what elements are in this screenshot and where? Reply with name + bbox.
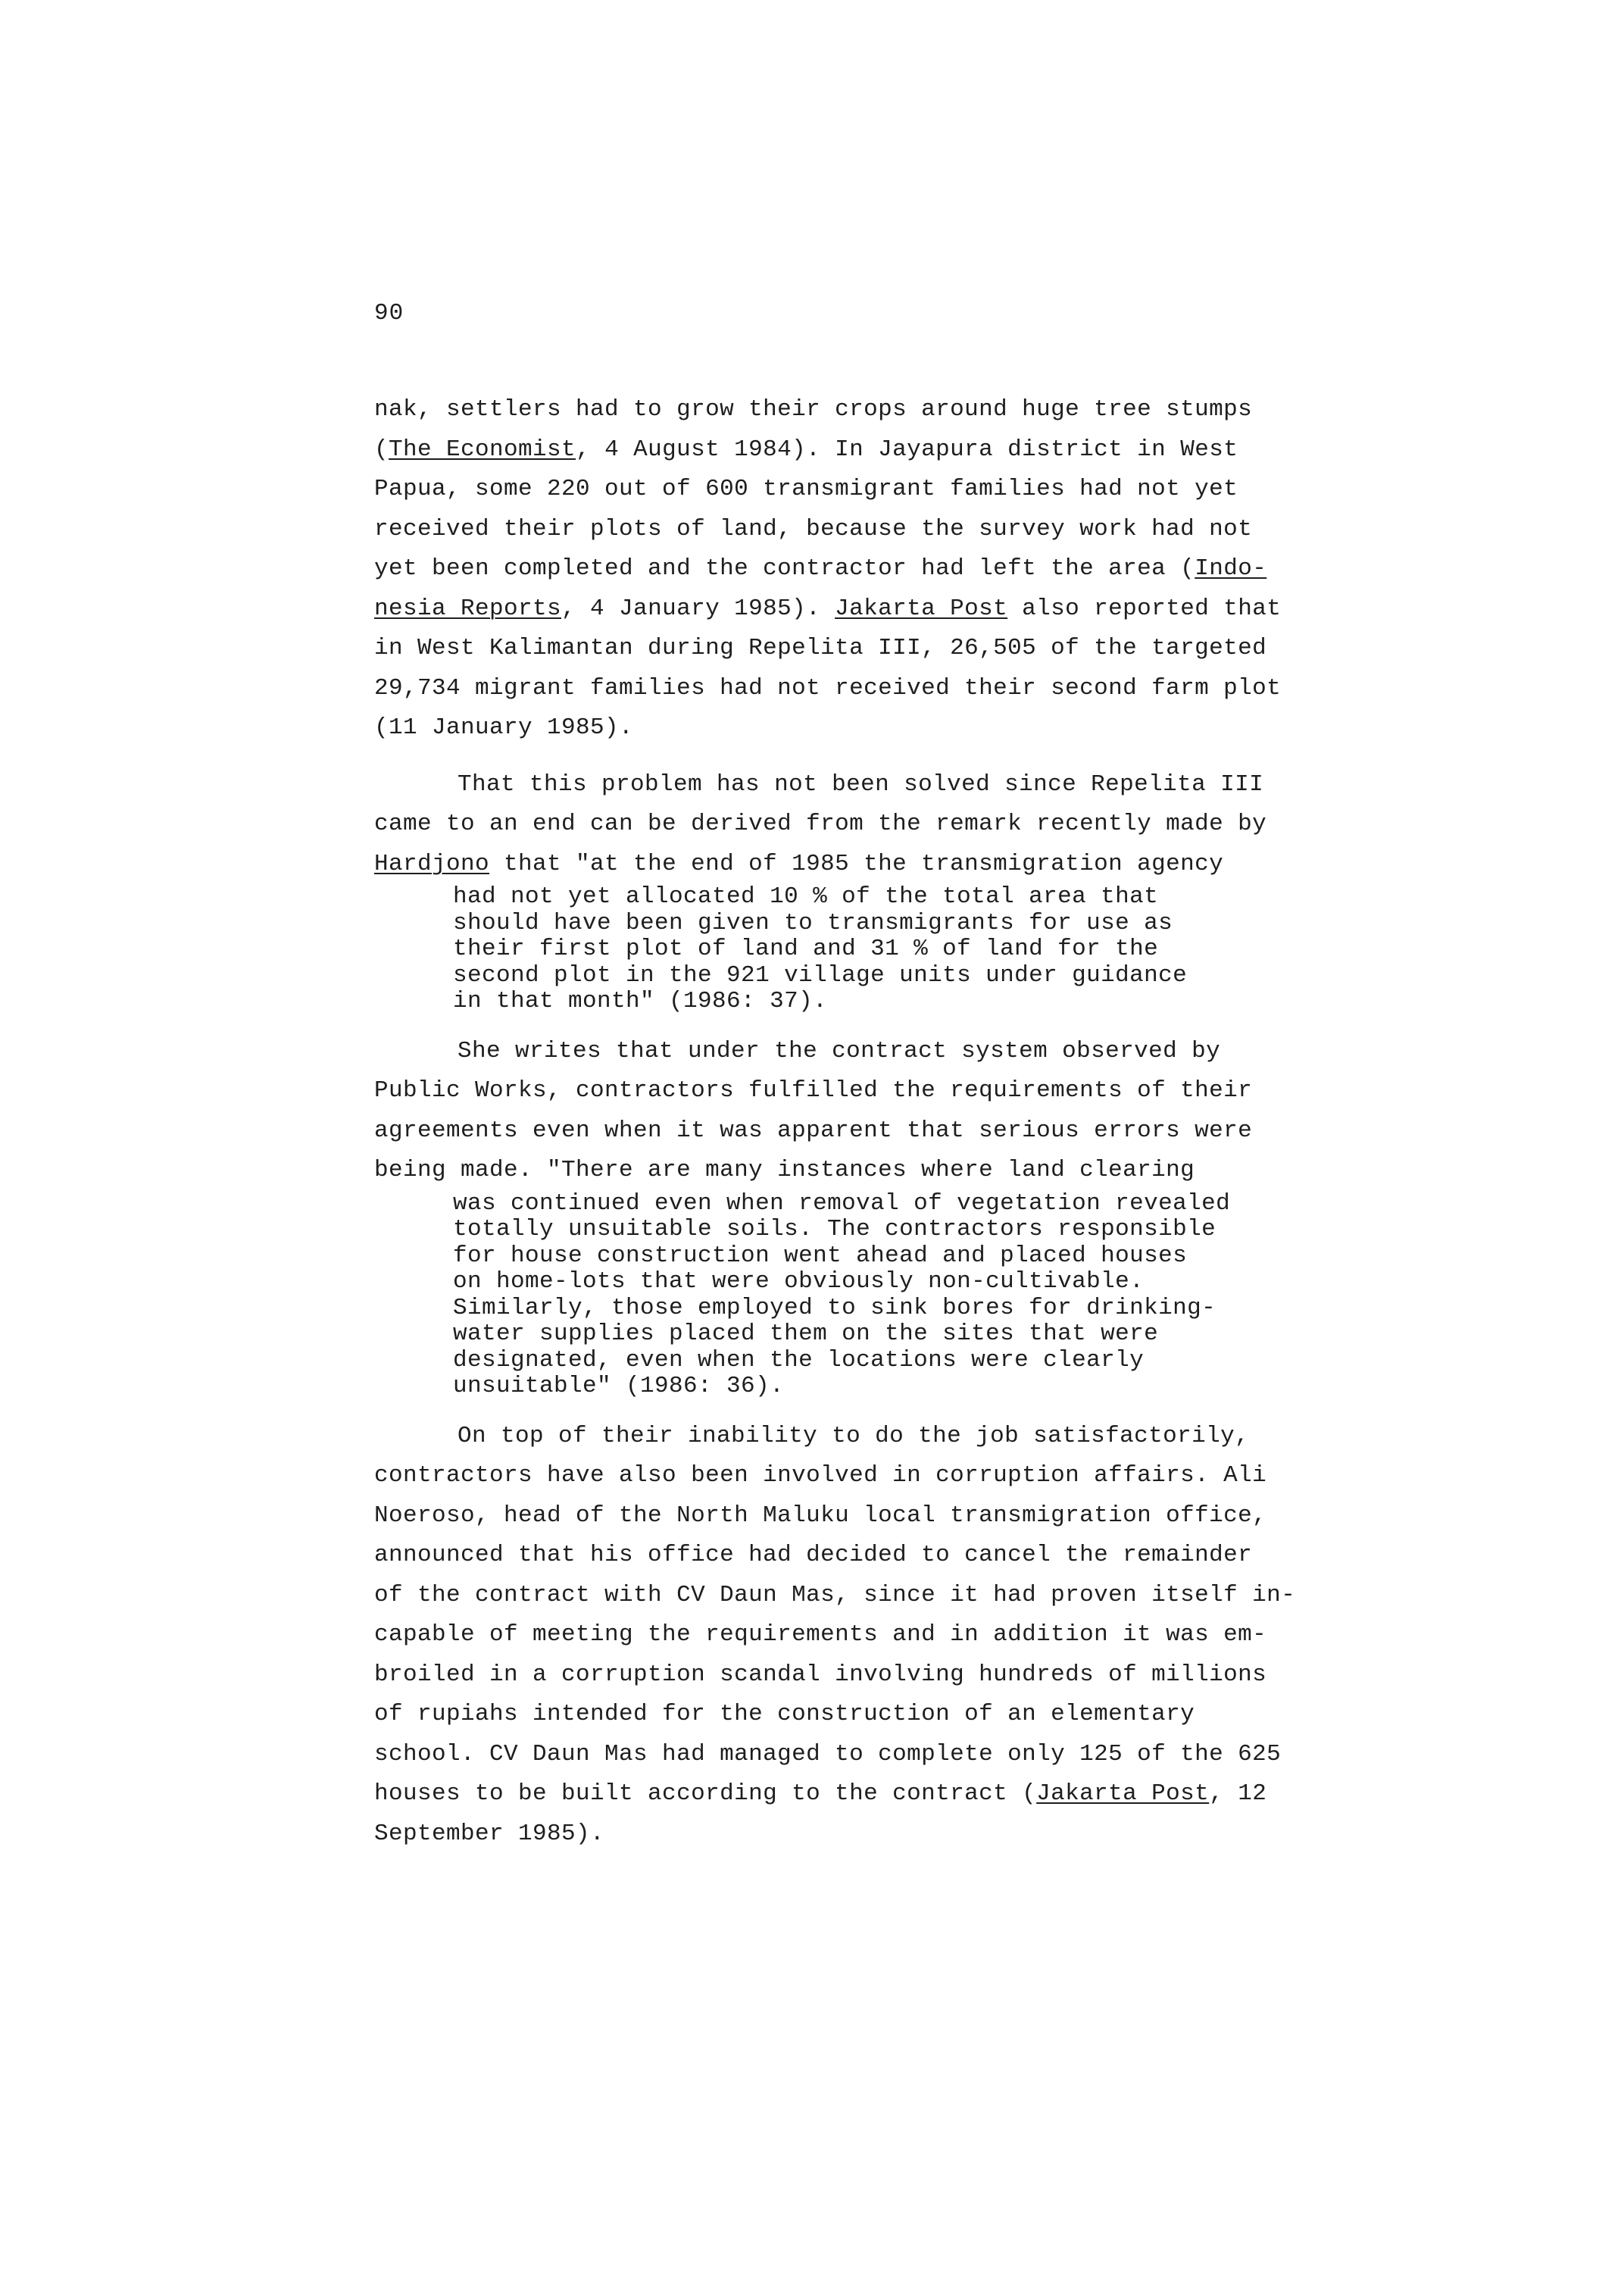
text-run: came to an end can be derived from the remark recently made by <box>374 811 1267 837</box>
quote-line: for house construction went ahead and placed houses <box>453 1242 1188 1269</box>
quote-line: in that month" (1986: 37). <box>453 988 828 1014</box>
text-run: Noeroso, head of the North Maluku local transmigration office, <box>374 1502 1267 1529</box>
text-run: that "at the end of 1985 the transmigration agency <box>489 850 1224 877</box>
text-run: September 1985). <box>374 1820 605 1847</box>
text-line <box>374 1071 1419 1111</box>
text-line <box>374 510 1419 550</box>
block-quote-2 <box>374 1191 1419 1400</box>
text-run: announced that his office had decided to cancel the remainder <box>374 1542 1253 1568</box>
text-run: (11 January 1985). <box>374 714 634 741</box>
quote-line: should have been given to transmigrants for use as <box>453 909 1173 936</box>
text-line <box>374 1536 1419 1576</box>
underlined-citation: Jakarta Post <box>835 595 1008 622</box>
quote-line: had not yet allocated 10 % of the total area that <box>453 883 1159 910</box>
text-run: yet been completed and the contractor had left the area ( <box>374 555 1195 582</box>
text-run: That this problem has not been solved since Repelita III <box>458 770 1264 798</box>
text-line <box>374 1576 1419 1616</box>
paragraph-1 <box>374 390 1419 749</box>
text-run: also reported that <box>1007 595 1282 622</box>
quote-line: second plot in the 921 village units under guidance <box>453 961 1188 989</box>
quote-line: on home-lots that were obviously non-cultivable. <box>453 1268 1145 1295</box>
text-run: school. CV Daun Mas had managed to complete only 125 of the 625 <box>374 1740 1282 1767</box>
text-run: Public Works, contractors fulfilled the requirements of their <box>374 1077 1253 1104</box>
paragraph-3 <box>374 1032 1419 1191</box>
underlined-citation: Hardjono <box>374 850 490 877</box>
text-line <box>374 1814 1419 1855</box>
text-run: , 4 August 1984). In Jayapura district in West <box>576 436 1238 463</box>
quote-line: totally unsuitable soils. The contractors responsible <box>453 1216 1216 1242</box>
text-line <box>374 390 1419 430</box>
text-line <box>374 1655 1419 1696</box>
text-run: Papua, some 220 out of 600 transmigrant families had not yet <box>374 476 1238 502</box>
text-line <box>374 1496 1419 1536</box>
text-line <box>374 1695 1419 1735</box>
text-line <box>374 1774 1419 1814</box>
quote-line: Similarly, those employed to sink bores for drinking- <box>453 1294 1216 1321</box>
quote-line: unsuitable" (1986: 36). <box>453 1373 785 1399</box>
text-run: nak, settlers had to grow their crops around huge tree stumps <box>374 396 1253 423</box>
text-run: capable of meeting the requirements and in addition it was em- <box>374 1621 1267 1648</box>
text-line <box>374 1032 1419 1072</box>
text-line <box>374 1417 1419 1457</box>
block-quote-1 <box>374 884 1419 1015</box>
text-line <box>374 1735 1419 1775</box>
underlined-citation: nesia Reports <box>374 595 562 622</box>
text-line <box>374 1456 1419 1496</box>
text-line <box>374 669 1419 709</box>
text-run: received their plots of land, because the survey work had not <box>374 515 1253 542</box>
text-line <box>374 805 1419 845</box>
text-line <box>374 589 1419 630</box>
text-run: houses to be built according to the contract ( <box>374 1780 1037 1807</box>
text-run: On top of their inability to do the job satisfactorily, <box>458 1422 1250 1449</box>
text-line <box>374 430 1419 470</box>
text-run: broiled in a corruption scandal involving hundreds of millions <box>374 1661 1267 1688</box>
text-line <box>374 708 1419 749</box>
text-run: of rupiahs intended for the construction of an elementary <box>374 1701 1195 1727</box>
page-number: 90 <box>374 300 404 327</box>
text-line <box>374 629 1419 669</box>
body-text <box>374 390 1419 1854</box>
underlined-citation: Jakarta Post <box>1036 1780 1210 1807</box>
text-line <box>374 549 1419 589</box>
paragraph-4 <box>374 1417 1419 1855</box>
text-line <box>374 845 1419 885</box>
text-run: agreements even when it was apparent that serious errors were <box>374 1117 1253 1144</box>
text-run: , 4 January 1985). <box>561 595 835 622</box>
text-line <box>374 1151 1419 1191</box>
text-line <box>374 765 1419 805</box>
text-run: ( <box>374 436 389 463</box>
quote-line: their first plot of land and 31 % of land for the <box>453 936 1159 962</box>
text-run: She writes that under the contract system observed by <box>458 1037 1221 1064</box>
text-line <box>374 1111 1419 1152</box>
text-run: 29,734 migrant families had not received their second farm plot <box>374 674 1282 702</box>
paragraph-2 <box>374 765 1419 885</box>
text-run: being made. "There are many instances where land clearing <box>374 1157 1195 1183</box>
quote-line: water supplies placed them on the sites that were <box>453 1321 1159 1347</box>
text-run: contractors have also been involved in corruption affairs. Ali <box>374 1462 1267 1489</box>
text-line <box>374 470 1419 510</box>
quote-line: was continued even when removal of vegetation revealed <box>453 1189 1231 1217</box>
text-line <box>374 1615 1419 1655</box>
underlined-citation: The Economist <box>389 436 576 463</box>
text-run: of the contract with CV Daun Mas, since it had proven itself in- <box>374 1581 1296 1608</box>
text-run: in West Kalimantan during Repelita III, 26,505 of the targeted <box>374 635 1267 661</box>
underlined-citation: Indo- <box>1195 555 1267 582</box>
text-run: , 12 <box>1209 1780 1267 1807</box>
quote-line: designated, even when the locations were clearly <box>453 1346 1145 1374</box>
